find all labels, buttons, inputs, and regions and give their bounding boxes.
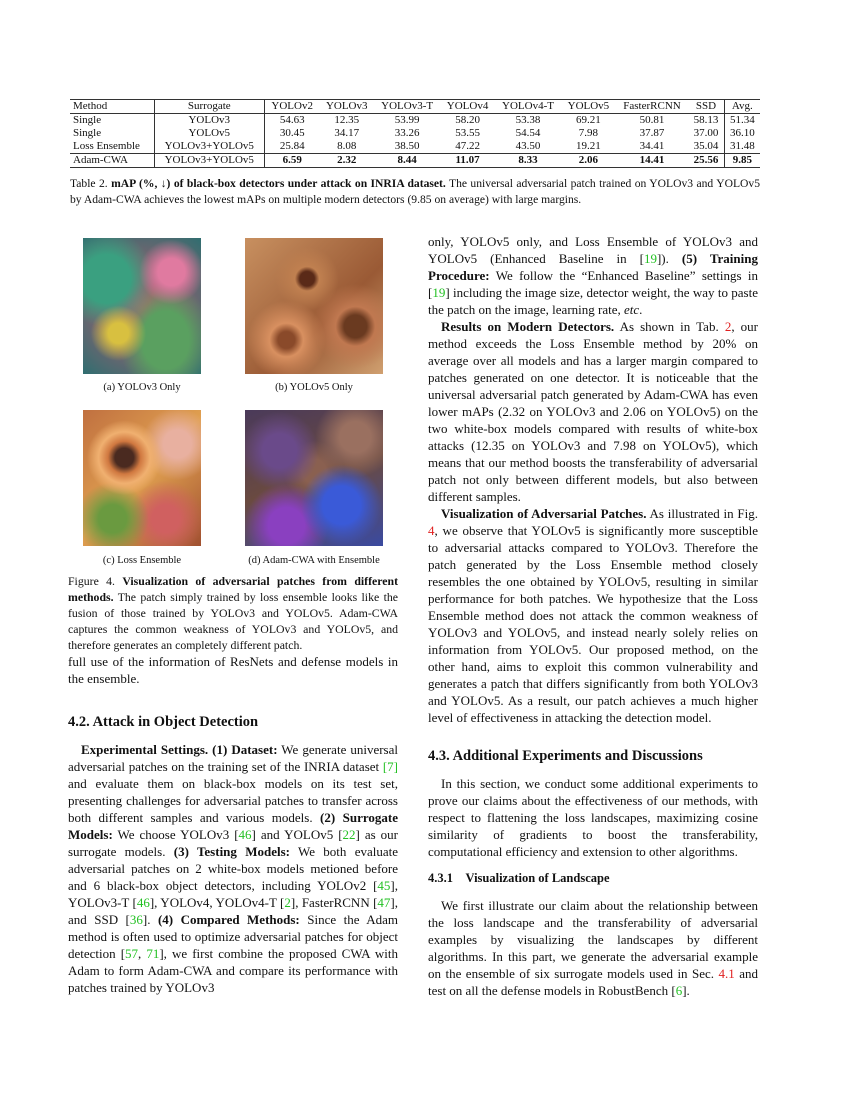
reference-link[interactable]: [7] <box>382 759 398 774</box>
table-cell: YOLOv5 <box>154 127 264 140</box>
text-run: In this section, we conduct some additional experiments to prove our claims about the effectiveness of our methods, with respect to flattening the loss landscapes, maximizing cosine similarity of gradients to boost the transferability, computational efficiency and extension to other algorithms. <box>428 776 758 859</box>
table-cell: 6.59 <box>282 154 302 166</box>
text-run: Figure 4. <box>68 574 123 588</box>
text-run: ], and SSD [ <box>68 895 398 927</box>
table-cell: Single <box>70 127 154 140</box>
table-cell: YOLOv3 <box>154 114 264 128</box>
text-run: and evaluate them on black-box models on its test set, presenting challenges for adversarial patches to transfer across both different samples and various models. <box>68 776 398 825</box>
table-cell: 8.08 <box>337 140 357 152</box>
reference-link[interactable]: 2 <box>724 319 732 334</box>
table-cell: 51.34 <box>729 114 755 126</box>
text-run: , we observe that YOLOv5 is significantly more susceptible to adversarial attacks compared to YOLOv3. Therefore the patch generated by the Loss Ensemble method closely resembles the one obtained by YOLOv5, resulting in similar performance for both patches. We hypothesize that the Loss Ensemble method does not attack the common weakness of YOLOv3 and YOLOv5, and instead nearly solely relies on information from YOLOv5. Our proposed method, on the other hand, aims to exploit this common vulnerability and generates a patch that differs significantly from both YOLOv3 and YOLOv5. As a result, our patch achieves a much higher level of effectiveness in attacking the detection model. <box>428 523 758 725</box>
reference-link[interactable]: 71 <box>146 946 160 961</box>
table-cell: YOLOv3+YOLOv5 <box>154 154 264 168</box>
reference-link[interactable]: 4 <box>428 523 435 538</box>
right-column-section <box>428 775 758 860</box>
table-cell: YOLOv3+YOLOv5 <box>154 140 264 154</box>
text-run: Visualization of adversarial patches from different methods. <box>68 574 398 604</box>
text-run: (4) Compared Methods: <box>157 912 300 927</box>
reference-link[interactable]: 19 <box>643 251 657 266</box>
column-header: Avg. <box>731 100 753 112</box>
patch-image-loss-ensemble <box>83 410 201 546</box>
text-run: only, YOLOv5 only, and Loss Ensemble of YOLOv3 and YOLOv5 (Enhanced Baseline in [ <box>428 234 758 266</box>
text-run: ]. <box>142 912 158 927</box>
subcaption-c: (c) Loss Ensemble <box>102 555 182 566</box>
table-cell: 25.84 <box>279 140 305 152</box>
text-run: ], FasterRCNN [ <box>290 895 378 910</box>
text-run: We choose YOLOv3 [ <box>112 827 239 842</box>
subsection-heading <box>428 871 610 886</box>
patch-image-yolov5-only <box>245 238 383 374</box>
reference-link[interactable]: 22 <box>342 827 356 842</box>
table-row <box>70 140 760 154</box>
table-cell: 2.32 <box>337 154 357 166</box>
column-header: FasterRCNN <box>623 100 681 112</box>
paragraph <box>428 318 758 505</box>
table-row <box>70 114 760 128</box>
table-cell: 2.06 <box>578 154 599 166</box>
paragraph <box>68 741 398 996</box>
table-row <box>70 127 760 140</box>
table-cell: 19.21 <box>576 140 601 152</box>
text-run: etc <box>624 302 640 317</box>
table-cell: 53.38 <box>515 114 541 126</box>
paragraph <box>428 775 758 860</box>
subcaption-b: (b) YOLOv5 Only <box>275 382 353 393</box>
paragraph <box>428 505 758 726</box>
table-row <box>70 154 760 168</box>
reference-link[interactable]: 2 <box>284 895 291 910</box>
text-run: ] and YOLOv5 [ <box>251 827 343 842</box>
patch-image-adam-cwa <box>245 410 383 546</box>
column-header: Surrogate <box>154 100 264 114</box>
reference-link[interactable]: 57 <box>125 946 139 961</box>
subcaption-d: (d) Adam-CWA with Ensemble <box>248 555 380 566</box>
column-header: YOLOv3 <box>325 100 368 112</box>
table-cell: 58.20 <box>455 114 480 126</box>
left-column-body <box>68 741 398 996</box>
table-cell: 25.56 <box>688 154 724 168</box>
text-run: ] including the image size, detector weight, the way to paste the patch on the image, learning rate, <box>428 285 758 317</box>
subcaption-a: (a) YOLOv3 Only <box>103 382 181 393</box>
table-cell: 7.98 <box>578 127 599 139</box>
text-run: (5) Training Procedure: <box>428 251 758 283</box>
table-cell: 30.45 <box>279 127 305 139</box>
text-run: ], YOLOv4, YOLOv4-T [ <box>149 895 285 910</box>
figure-caption <box>68 573 398 653</box>
table-cell: Loss Ensemble <box>70 140 154 154</box>
text-run: ] as our surrogate models. <box>68 827 398 859</box>
column-header: YOLOv2 <box>271 100 313 112</box>
table-cell: 43.50 <box>515 140 541 152</box>
table-cell: Adam-CWA <box>70 154 154 168</box>
table-cell: 8.33 <box>518 154 538 166</box>
right-column-body <box>428 233 758 726</box>
text-run: We generate universal adversarial patches on the training set of the INRIA dataset <box>68 742 398 774</box>
table-cell: 33.26 <box>394 127 420 139</box>
text-run: Visualization of Adversarial Patches. <box>441 506 647 521</box>
paragraph <box>68 653 398 687</box>
results-table <box>70 99 760 168</box>
reference-link[interactable]: 6 <box>675 983 683 998</box>
column-header: YOLOv5 <box>567 100 610 112</box>
text-run: ], we first combine the proposed CWA with Adam to form Adam-CWA and compare its performance with patches trained by YOLOv3 <box>68 946 398 995</box>
text-run: ]. <box>682 983 690 998</box>
table-cell: 34.41 <box>639 140 665 152</box>
text-run: The universal adversarial patch trained on YOLOv3 and YOLOv5 by Adam-CWA achieves the lowest mAPs on multiple modern detectors (9.85 on average) with large margins. <box>70 177 760 206</box>
table-cell: 8.44 <box>397 154 417 166</box>
subsection-number: 4.3.1 <box>428 871 453 885</box>
text-run: As illustrated in Fig. <box>646 506 758 521</box>
reference-link[interactable]: 45 <box>377 878 391 893</box>
column-header: YOLOv4 <box>446 100 489 112</box>
reference-link[interactable]: 46 <box>136 895 150 910</box>
subsection-title: Visualization of Landscape <box>465 871 610 885</box>
table-cell: 58.13 <box>688 114 724 128</box>
table-cell: 54.54 <box>515 127 541 139</box>
text-run: Table 2. <box>70 177 112 190</box>
paragraph <box>428 897 758 999</box>
section-heading: 4.2. Attack in Object Detection <box>68 714 259 730</box>
table-cell: 54.63 <box>279 114 305 126</box>
right-column-landscape <box>428 897 758 999</box>
table-caption <box>70 176 760 208</box>
table-cell: 38.50 <box>394 140 420 152</box>
table-cell: 50.81 <box>639 114 665 126</box>
table-cell: 35.04 <box>688 140 724 154</box>
text-run: We follow the “Enhanced Baseline” settings in [ <box>428 268 758 300</box>
reference-link[interactable]: 46 <box>238 827 252 842</box>
reference-link[interactable]: 19 <box>432 285 446 300</box>
text-run: Results on Modern Detectors. <box>441 319 615 334</box>
text-run: We both evaluate adversarial patches on 2 white-box models metioned before and 6 black-box object detectors, including YOLOv2 [ <box>68 844 398 893</box>
table-cell: Single <box>70 114 154 128</box>
table-cell: 34.17 <box>334 127 360 139</box>
table-cell: 12.35 <box>334 114 360 126</box>
column-header: SSD <box>688 100 724 114</box>
text-run: , our method exceeds the Loss Ensemble method by 20% on average over all models and has a larger margin compared to patches generated on one detector. It is noticeable that the universal adversarial patch generated by Adam-CWA has even lower mAPs (2.32 on YOLOv3 and 2.06 on YOLOv5) on the two white-box models compared with results of white-box attacks (12.35 on YOLOv3 and 7.98 on YOLOv5), which means that our method boosts the transferability of adversarial patch not only between different models, but also between different samples. <box>428 319 758 504</box>
table-cell: 9.85 <box>732 154 752 166</box>
table-cell: 69.21 <box>576 114 601 126</box>
text-run: As shown in Tab. <box>614 319 725 334</box>
left-column-intro <box>68 653 398 687</box>
column-header: YOLOv3-T <box>381 100 434 112</box>
column-header: Method <box>70 100 154 114</box>
patch-image-yolov3-only <box>83 238 201 374</box>
text-run: (3) Testing Models: <box>173 844 290 859</box>
table-cell: 14.41 <box>639 154 665 166</box>
reference-link[interactable]: 36 <box>129 912 143 927</box>
table-cell: 53.99 <box>394 114 420 126</box>
table-cell: 36.10 <box>729 127 755 139</box>
table-cell: 53.55 <box>455 127 480 139</box>
text-run: full use of the information of ResNets and defense models in the ensemble. <box>68 654 398 686</box>
text-run: Since the Adam method is often used to optimize adversarial patches for object detection [ <box>68 912 398 961</box>
text-run: Experimental Settings. (1) Dataset: <box>81 742 278 757</box>
table-cell: 11.07 <box>455 154 480 166</box>
text-run: and test on all the defense models in RobustBench [ <box>428 966 759 998</box>
column-header: YOLOv4-T <box>502 100 554 112</box>
text-run: ], YOLOv3-T [ <box>68 878 398 910</box>
section-heading: 4.3. Additional Experiments and Discussions <box>428 748 703 764</box>
text-run: (2) Surrogate Models: <box>68 810 398 842</box>
text-run: We first illustrate our claim about the relationship between the loss landscape and the transferability of adversarial examples by visualizing the landscapes by different algorithms. In this part, we generate the adversarial example on the ensemble of six surrogate models used in Sec. <box>428 898 758 981</box>
text-run: The patch simply trained by loss ensemble looks like the fusion of those trained by YOLOv3 and YOLOv5. Adam-CWA captures the common weakness of YOLOv3 and YOLOv5, and therefore generates an completely different patch. <box>68 590 398 652</box>
table-cell: 37.00 <box>688 127 724 140</box>
text-run: mAP (%, ↓) of black-box detectors under attack on INRIA dataset. <box>111 177 446 190</box>
text-run: . <box>639 302 643 317</box>
text-run: ]). <box>656 251 682 266</box>
reference-link[interactable]: 47 <box>377 895 391 910</box>
table-cell: 37.87 <box>639 127 665 139</box>
table-cell: 47.22 <box>455 140 480 152</box>
table-cell: 31.48 <box>729 140 755 152</box>
reference-link[interactable]: 4.1 <box>718 966 735 981</box>
table-header-row <box>70 100 760 114</box>
paragraph <box>428 233 758 318</box>
text-run: , <box>138 946 147 961</box>
